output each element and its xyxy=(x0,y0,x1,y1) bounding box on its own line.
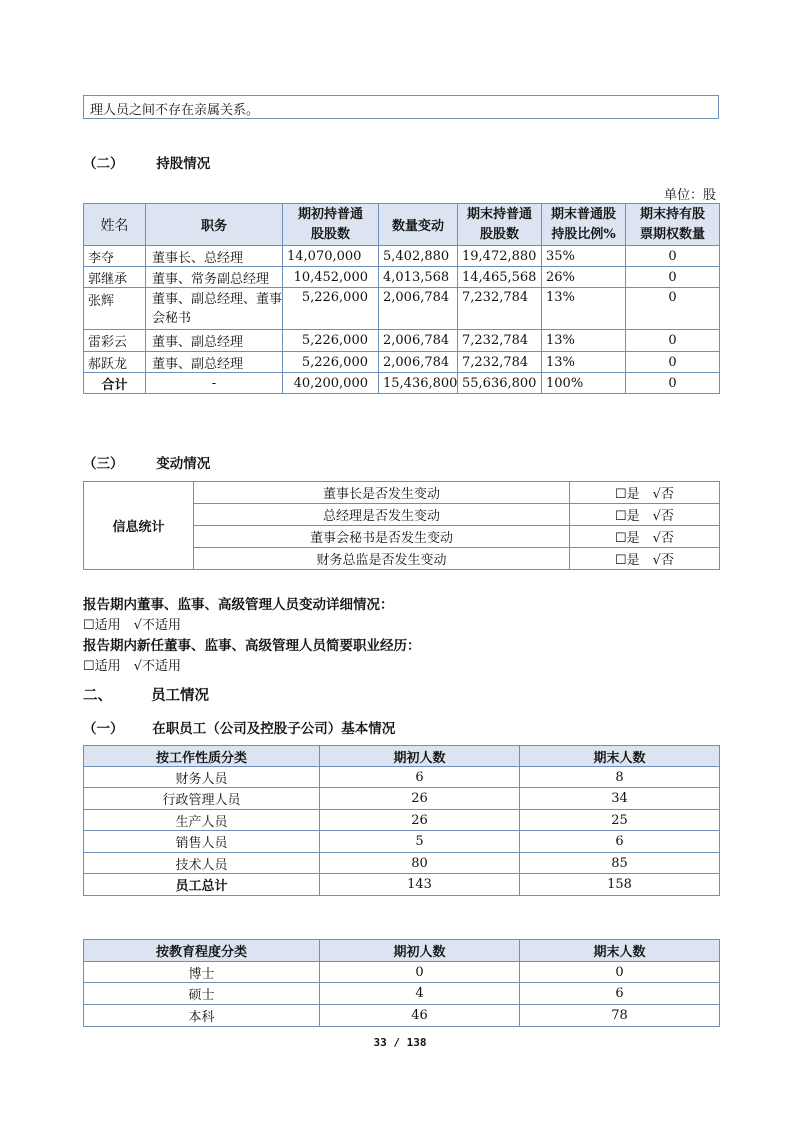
table-row xyxy=(84,352,720,373)
cell-answer: ☐是 √否 xyxy=(570,526,720,548)
cell-total-label: 合计 xyxy=(84,373,146,394)
table-header-row xyxy=(84,746,720,767)
col-start-count: 期初人数 xyxy=(320,940,520,962)
cell-end: 7,232,784 xyxy=(458,330,542,352)
section3-title: 变动情况 xyxy=(156,456,211,472)
cell-end: 7,232,784 xyxy=(458,352,542,373)
table-row xyxy=(84,810,720,831)
table-row xyxy=(84,246,720,267)
cell-start: 5,226,000 xyxy=(283,330,379,352)
cell-end: 14,465,568 xyxy=(458,267,542,288)
info-stat-label: 信息统计 xyxy=(84,482,194,570)
cell-item: 董事会秘书是否发生变动 xyxy=(194,526,570,548)
change-info-table xyxy=(83,481,720,570)
cell-position: 董事、常务副总经理 xyxy=(146,267,283,288)
resume-title: 报告期内新任董事、监事、高级管理人员简要职业经历： xyxy=(83,638,421,654)
cell-position: 董事、副总经理 xyxy=(146,352,283,373)
cell-ratio: 35% xyxy=(542,246,626,267)
cell-ratio: 26% xyxy=(542,267,626,288)
cell-start: 10,452,000 xyxy=(283,267,379,288)
cell-start: 5 xyxy=(320,831,520,853)
cell-change: 4,013,568 xyxy=(379,267,458,288)
employees-by-education-table xyxy=(83,939,720,1027)
col-category: 按工作性质分类 xyxy=(84,746,320,767)
cell-end: 34 xyxy=(520,788,720,810)
cell-ratio: 13% xyxy=(542,288,626,330)
cell-answer: ☐是 √否 xyxy=(570,504,720,526)
cell-start: 40,200,000 xyxy=(283,373,379,394)
cell-start: 46 xyxy=(320,1005,520,1027)
cell-category: 硕士 xyxy=(84,983,320,1005)
cell-options: 0 xyxy=(626,267,720,288)
cell-category: 生产人员 xyxy=(84,810,320,831)
cell-category: 博士 xyxy=(84,962,320,983)
col-options: 期末持有股 票期权数量 xyxy=(626,204,720,246)
cell-start: 80 xyxy=(320,853,520,874)
cell-ratio: 100% xyxy=(542,373,626,394)
table-row xyxy=(84,267,720,288)
cell-category: 行政管理人员 xyxy=(84,788,320,810)
part2-heading xyxy=(83,684,209,705)
cell-item: 董事长是否发生变动 xyxy=(194,482,570,504)
cell-change: 5,402,880 xyxy=(379,246,458,267)
cell-end: 8 xyxy=(520,767,720,788)
cell-name: 李夺 xyxy=(84,246,146,267)
table-row xyxy=(84,983,720,1005)
unit-label: 单位：股 xyxy=(663,188,716,203)
total-row xyxy=(84,874,720,896)
cell-end: 85 xyxy=(520,853,720,874)
cell-category: 销售人员 xyxy=(84,831,320,853)
table-row xyxy=(84,853,720,874)
cell-end: 6 xyxy=(520,983,720,1005)
col-start-count: 期初人数 xyxy=(320,746,520,767)
cell-options: 0 xyxy=(626,288,720,330)
section2-title: 持股情况 xyxy=(156,156,211,172)
cell-answer: ☐是 √否 xyxy=(570,482,720,504)
cell-options: 0 xyxy=(626,373,720,394)
section2-number: （二） xyxy=(83,156,124,172)
cell-start: 143 xyxy=(320,874,520,896)
cell-total-label: 员工总计 xyxy=(84,874,320,896)
cell-end: 55,636,800 xyxy=(458,373,542,394)
cell-options: 0 xyxy=(626,352,720,373)
cell-position: 董事、副总经理 xyxy=(146,330,283,352)
cell-end: 6 xyxy=(520,831,720,853)
col-ratio: 期末普通股 持股比例% xyxy=(542,204,626,246)
cell-ratio: 13% xyxy=(542,330,626,352)
col-end-count: 期末人数 xyxy=(520,940,720,962)
cell-name: 郭继承 xyxy=(84,267,146,288)
detail-answer: ☐适用 √不适用 xyxy=(83,618,181,633)
top-text: 理人员之间不存在亲属关系。 xyxy=(90,103,260,118)
cell-item: 财务总监是否发生变动 xyxy=(194,548,570,570)
cell-end: 25 xyxy=(520,810,720,831)
cell-start: 4 xyxy=(320,983,520,1005)
section2-heading xyxy=(83,152,210,172)
cell-end: 158 xyxy=(520,874,720,896)
cell-end: 78 xyxy=(520,1005,720,1027)
cell-change: 15,436,800 xyxy=(379,373,458,394)
cell-category: 本科 xyxy=(84,1005,320,1027)
section3-heading xyxy=(83,452,210,472)
table-row xyxy=(84,831,720,853)
cell-start: 5,226,000 xyxy=(283,288,379,330)
col-change: 数量变动 xyxy=(379,204,458,246)
part2-sub-number: （一） xyxy=(83,721,124,737)
cell-start: 14,070,000 xyxy=(283,246,379,267)
col-name: 姓名 xyxy=(84,204,146,246)
cell-start: 26 xyxy=(320,810,520,831)
cell-start: 5,226,000 xyxy=(283,352,379,373)
cell-change: 2,006,784 xyxy=(379,288,458,330)
col-position: 职务 xyxy=(146,204,283,246)
table-row xyxy=(84,288,720,330)
cell-change: 2,006,784 xyxy=(379,330,458,352)
table-row xyxy=(84,962,720,983)
table-row xyxy=(84,1005,720,1027)
employees-by-type-table xyxy=(83,745,720,896)
table-row xyxy=(84,767,720,788)
cell-options: 0 xyxy=(626,246,720,267)
cell-name: 雷彩云 xyxy=(84,330,146,352)
table-row xyxy=(84,482,720,504)
cell-position: 董事长、总经理 xyxy=(146,246,283,267)
cell-start: 0 xyxy=(320,962,520,983)
cell-start: 26 xyxy=(320,788,520,810)
cell-ratio: 13% xyxy=(542,352,626,373)
cell-name: 张辉 xyxy=(84,288,146,330)
col-category: 按教育程度分类 xyxy=(84,940,320,962)
part2-sub-title: 在职员工（公司及控股子公司）基本情况 xyxy=(152,721,396,737)
cell-options: 0 xyxy=(626,330,720,352)
table-header-row xyxy=(84,940,720,962)
cell-end: 7,232,784 xyxy=(458,288,542,330)
cell-position: - xyxy=(146,373,283,394)
table-row xyxy=(84,330,720,352)
part2-number: 二、 xyxy=(83,688,112,704)
cell-end: 0 xyxy=(520,962,720,983)
shareholding-header-row xyxy=(84,204,720,246)
cell-category: 技术人员 xyxy=(84,853,320,874)
cell-end: 19,472,880 xyxy=(458,246,542,267)
col-start-shares: 期初持普通 股股数 xyxy=(283,204,379,246)
part2-title: 员工情况 xyxy=(151,688,210,704)
cell-change: 2,006,784 xyxy=(379,352,458,373)
cell-start: 6 xyxy=(320,767,520,788)
col-end-shares: 期末持普通 股股数 xyxy=(458,204,542,246)
top-text-box xyxy=(83,95,719,119)
total-row xyxy=(84,373,720,394)
cell-position: 董事、副总经理、董事会秘书 xyxy=(146,288,283,330)
page-number: 33 / 138 xyxy=(373,1036,427,1049)
part2-subheading xyxy=(83,717,395,737)
table-row xyxy=(84,788,720,810)
cell-answer: ☐是 √否 xyxy=(570,548,720,570)
section3-number: （三） xyxy=(83,456,124,472)
cell-item: 总经理是否发生变动 xyxy=(194,504,570,526)
shareholding-table xyxy=(83,203,720,394)
cell-name: 郝跃龙 xyxy=(84,352,146,373)
col-end-count: 期末人数 xyxy=(520,746,720,767)
cell-category: 财务人员 xyxy=(84,767,320,788)
resume-answer: ☐适用 √不适用 xyxy=(83,659,181,674)
detail-title: 报告期内董事、监事、高级管理人员变动详细情况： xyxy=(83,597,394,613)
